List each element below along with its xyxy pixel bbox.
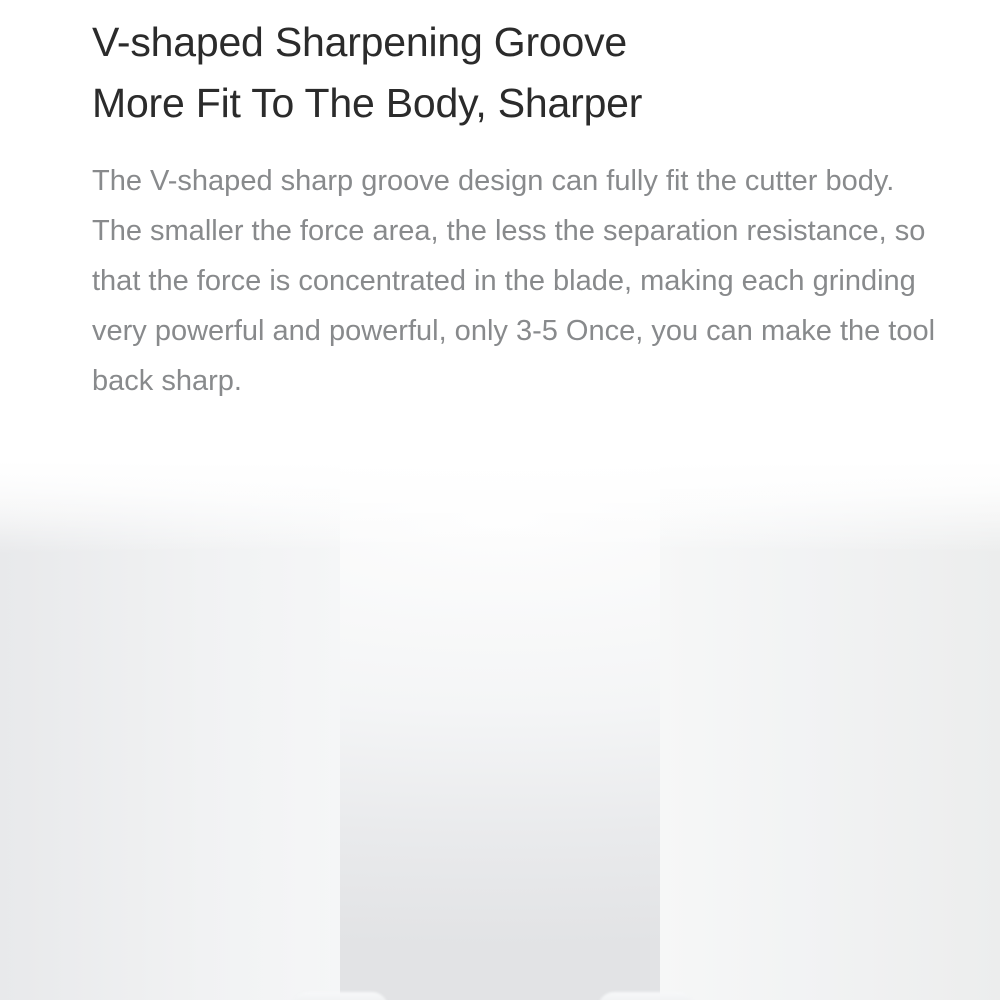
page-title [92,12,952,134]
jaw-left-top [292,992,388,1000]
headline-line-1: V-shaped Sharpening Groove [92,19,628,65]
sharpener-jaw-left [292,992,388,1000]
product-photo [0,462,1000,1000]
headline-line-2: More Fit To The Body, Sharper [92,80,643,126]
photo-top-fade [0,462,1000,552]
body-paragraph: The V-shaped sharp groove design can fully fit the cutter body. The smaller the force area, the less the separation resistance, so that the force is concentrated in the blade, making each grinding very powerful and powerful, only 3-5 Once, you can make the tool back sharp. [92,165,936,397]
text-block [92,12,952,406]
jaw-right-top [598,992,694,1000]
sharpener-jaw-right [598,992,694,1000]
